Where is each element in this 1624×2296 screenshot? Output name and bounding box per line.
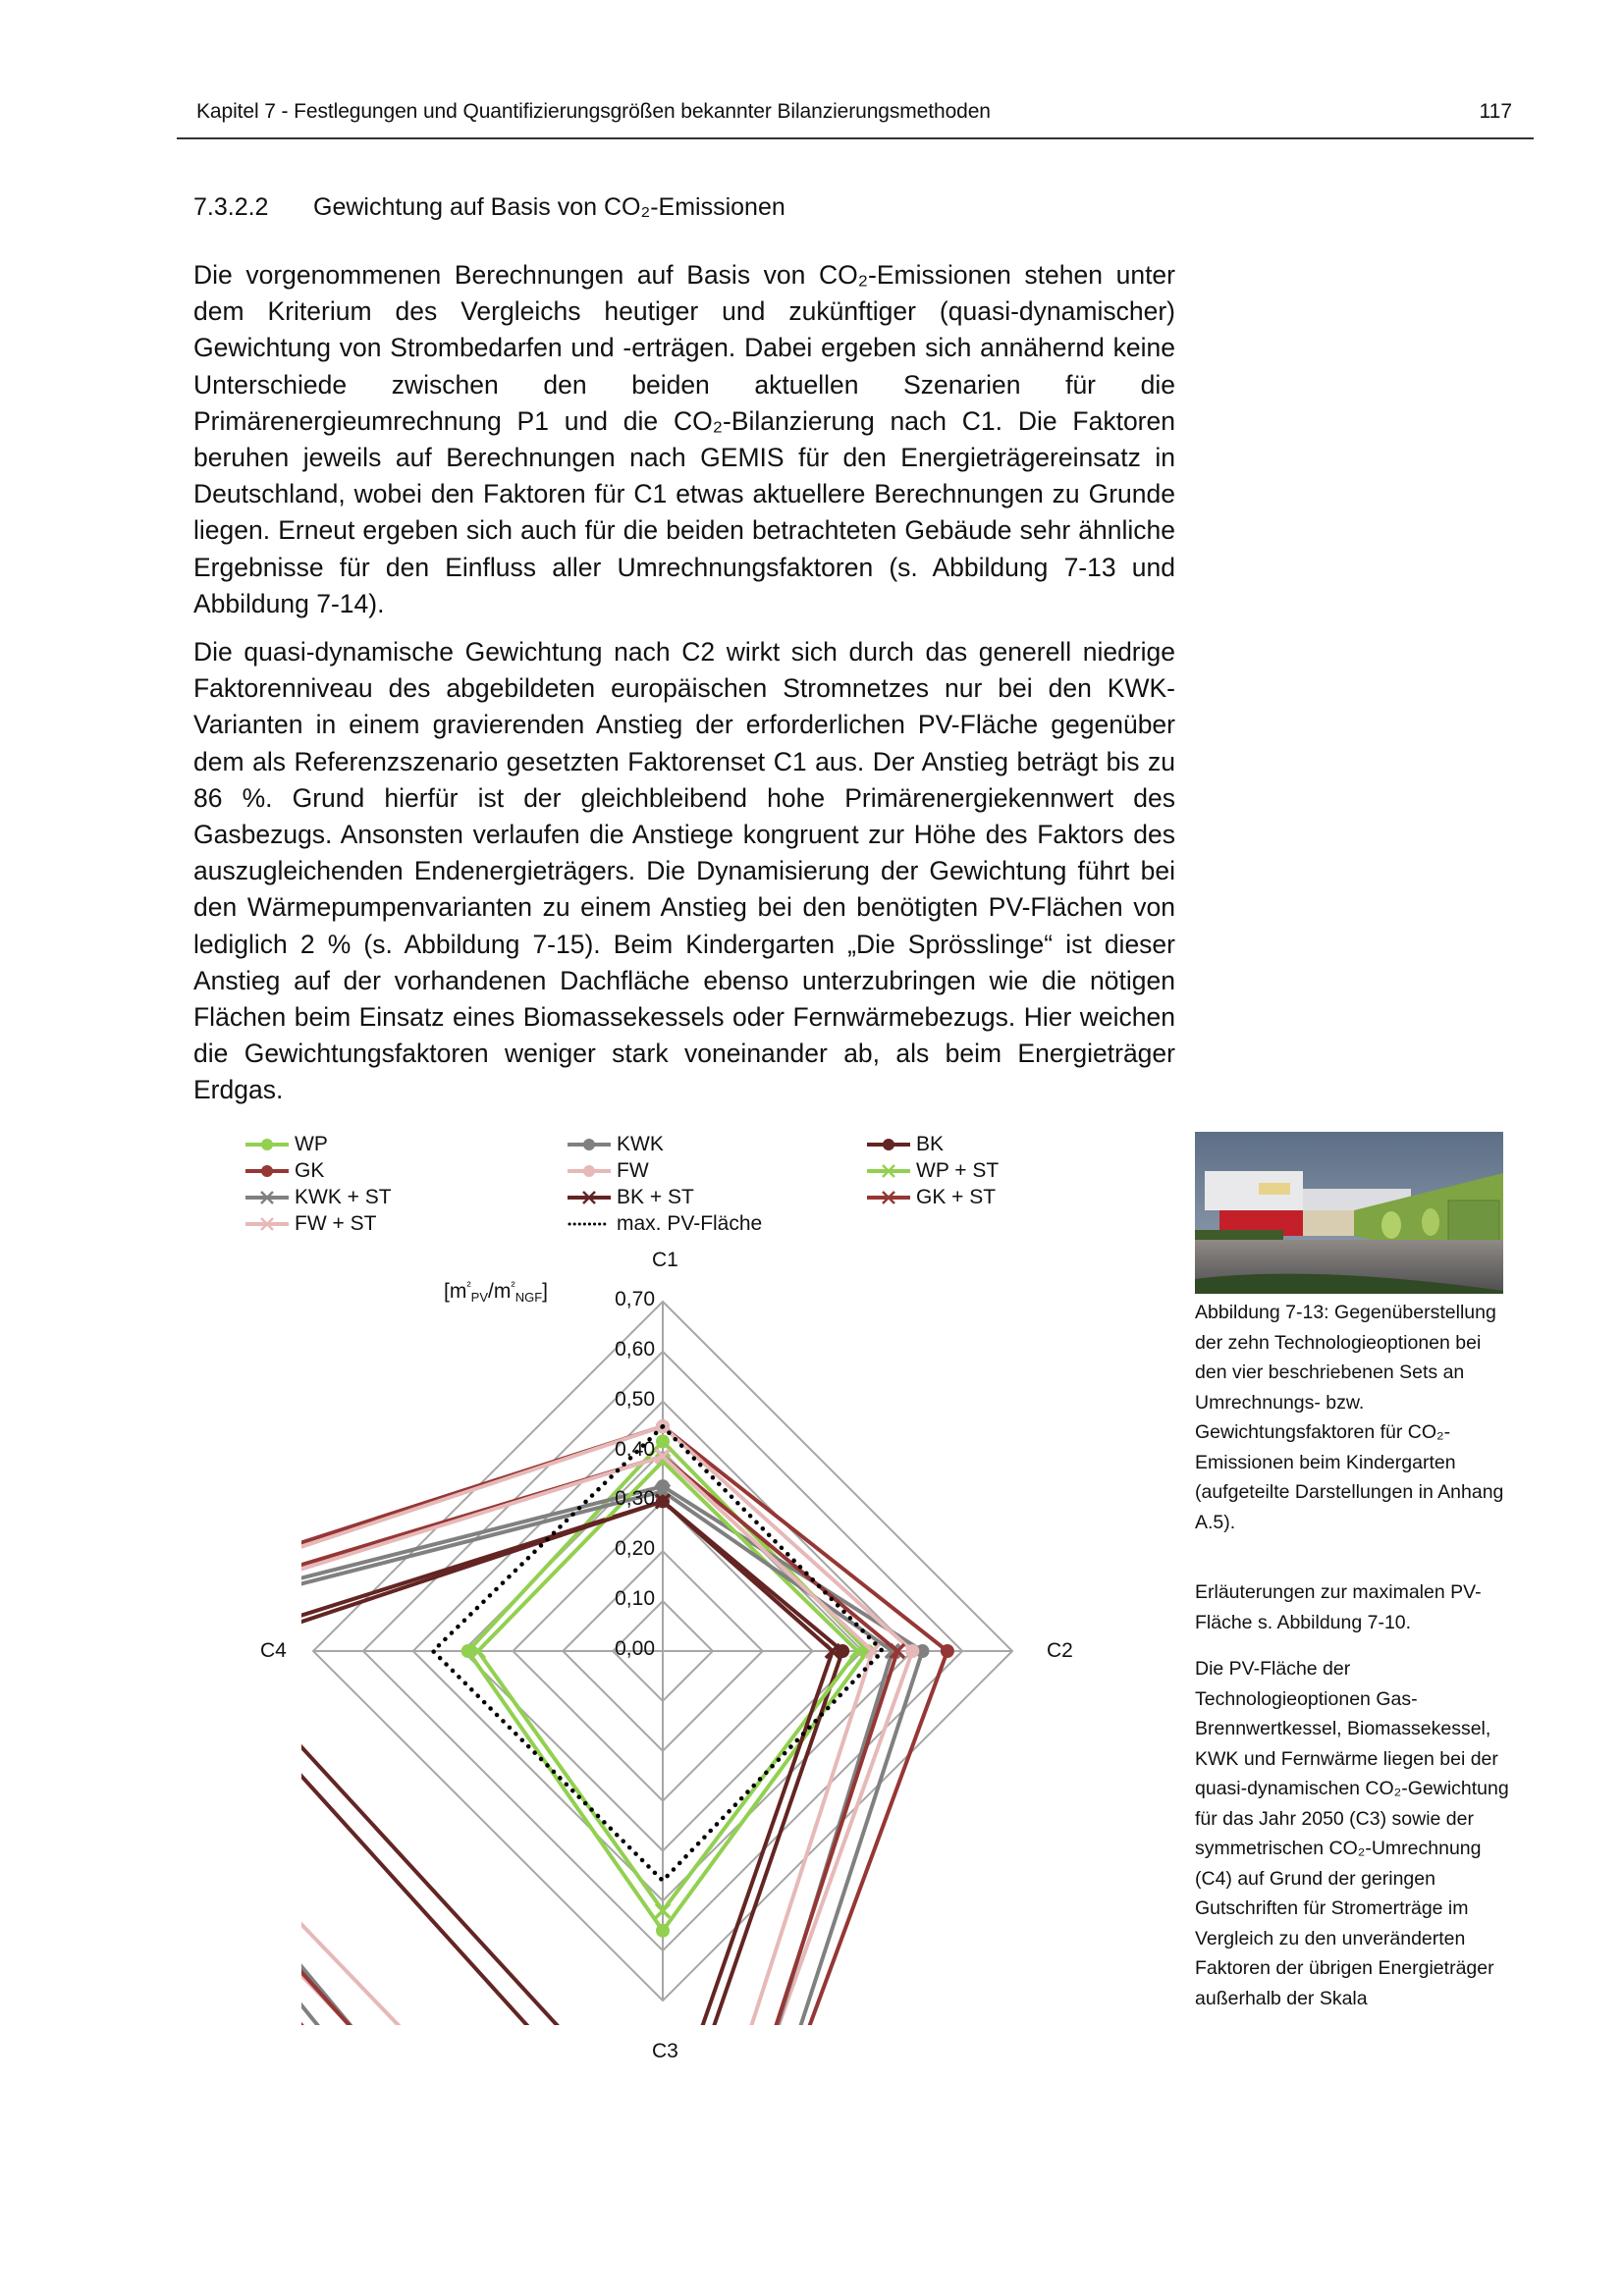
series-fw (0, 1426, 912, 2296)
legend-item (568, 1211, 762, 1237)
legend-label: FW (617, 1159, 649, 1182)
figure-note-2 (1195, 1654, 1509, 2021)
legend-swatch-icon (568, 1187, 611, 1208)
legend-swatch-icon (245, 1187, 289, 1208)
series-kwk-st (38, 1491, 893, 2296)
building-photo-icon (1195, 1132, 1503, 1294)
paragraph-2 (193, 634, 1175, 1109)
legend-swatch-icon (568, 1134, 611, 1155)
legend-swatch-icon (867, 1187, 910, 1208)
caption-text: Abbildung 7-13: Gegenüberstellung der zehn Technologieoptionen bei den vier beschriebenen Sets an Umrechnungs- bzw. Gewichtungsfaktoren für CO₂-Emissionen beim Kindergarten (aufgeteilte Darstellungen in Anhang A.5). (1195, 1302, 1504, 1533)
series-wp-st (478, 1462, 858, 1911)
axis-label-c3: C3 (652, 2040, 678, 2062)
page-number: 117 (1479, 100, 1512, 123)
figure-note-1 (1195, 1577, 1509, 1645)
tick-label: 0,50 (615, 1387, 655, 1411)
series-fw-st (38, 1457, 872, 2296)
axis-label-c4: C4 (260, 1639, 287, 1662)
tick-label: 0,30 (615, 1487, 655, 1511)
legend-item (867, 1158, 999, 1184)
legend-swatch-icon (568, 1213, 611, 1235)
legend-item (568, 1158, 649, 1184)
tick-label: 0,10 (615, 1587, 655, 1611)
series-gk (0, 1426, 947, 2296)
axis-label-c1: C1 (652, 1249, 678, 1271)
tick-label: 0,60 (615, 1337, 655, 1361)
legend-item (245, 1132, 328, 1157)
figure-caption (1195, 1298, 1509, 1545)
legend-item (245, 1158, 324, 1184)
paragraph-text: Die quasi-dynamische Gewichtung nach C2 wirkt sich durch das generell niedrige Faktorenniveau des abgebildeten europäischen Stromnetzes nur bei den KWK-Varianten in einem gravierenden Anstieg der erforderlichen PV-Fläche gegenüber dem als Referenzszenario gesetzten Faktorenset C1 aus. Der Anstieg beträgt bis zu 86 %. Grund hierfür ist der gleichbleibend hohe Primärenergiekennwert des Gasbezugs. Ansonsten verlaufen die Anstiege kongruent zur Höhe des Faktors des auszugleichenden Endenergieträgers. Die Dynamisierung der Gewichtung führt bei den Wärmepumpenvarianten zu einem Anstieg bei den benötigten PV-Flächen von lediglich 2 % (s. Abbildung 7-15). Beim Kindergarten „Die Sprösslinge“ ist dieser Anstieg auf der vorhandenen Dachfläche ebenso unterzubringen wie die nötigen Flächen beim Einsatz eines Biomassekessels oder Fernwärmebezugs. Hier weichen die Gewichtungsfaktoren weniger stark voneinander ab, als beim Energieträger Erdgas. (193, 637, 1175, 1105)
series-max-pv-fl-che (433, 1426, 883, 1881)
legend-label: BK (916, 1133, 945, 1155)
legend-item (568, 1132, 664, 1157)
legend-label: FW + ST (295, 1212, 377, 1235)
legend-label: KWK (617, 1133, 664, 1155)
note-text: Erläuterungen zur maximalen PV-Fläche s. Abbildung 7-10. (1195, 1581, 1482, 1633)
kindergarten-photo (1195, 1132, 1503, 1294)
section-title: Gewichtung auf Basis von CO₂-Emissionen (313, 193, 785, 221)
section-heading (193, 193, 785, 222)
section-number: 7.3.2.2 (193, 193, 269, 221)
legend-label: BK + ST (617, 1186, 694, 1208)
tick-label: 0,20 (615, 1537, 655, 1561)
legend-item (568, 1185, 694, 1210)
legend-label: GK + ST (916, 1186, 997, 1208)
legend-label: GK (295, 1159, 325, 1182)
series-gk-st (14, 1457, 897, 2296)
unit-label: $[m^{^2}_{PV}/m^{^2}_{NGF}]$ (444, 1278, 548, 1305)
tick-label: 0,00 (615, 1637, 655, 1660)
legend-label: WP (295, 1133, 328, 1155)
paragraph-text: Die vorgenommenen Berechnungen auf Basis von CO₂-Emissionen stehen unter dem Kriterium des Vergleichs heutiger und zukünftiger (quasi-dynamischer) Gewichtung von Strombedarfen und -erträgen. Dabei ergeben sich annähernd keine Unterschiede zwischen den beiden aktuellen Szenarien für die Primärenergieumrechnung P1 und die CO₂-Bilanzierung nach C1. Die Faktoren beruhen jeweils auf Berechnungen nach GEMIS für den Energieträgereinsatz in Deutschland, wobei den Faktoren für C1 etwas aktuellere Berechnungen zu Grunde liegen. Erneut ergeben sich auch für die beiden betrachteten Gebäude sehr ähnliche Ergebnisse für den Einfluss aller Umrechnungsfaktoren (s. Abbildung 7-13 und Abbildung 7-14). (193, 260, 1175, 618)
running-header (177, 94, 1534, 139)
legend-swatch-icon (245, 1134, 289, 1155)
note-text: Die PV-Fläche der Technologieoptionen Gas-Brennwertkessel, Biomassekessel, KWK und Fernwärme liegen bei der quasi-dynamischen CO₂-Gewichtung für das Jahr 2050 (C3) sowie der symmetrischen CO₂-Umrechnung (C4) auf Grund der geringen Gutschriften für Stromerträge im Vergleich zu den unveränderten Faktoren der übrigen Energieträger außerhalb der Skala (1195, 1658, 1509, 2009)
chapter-title: Kapitel 7 - Festlegungen und Quantifizierungsgrößen bekannter Bilanzierungsmethoden (196, 100, 991, 123)
legend-swatch-icon (245, 1213, 289, 1235)
legend-item (245, 1185, 392, 1210)
series-bk-st (213, 1501, 833, 2140)
axis-label-c2: C2 (1047, 1639, 1073, 1662)
legend-label: KWK + ST (295, 1186, 392, 1208)
legend-swatch-icon (867, 1134, 910, 1155)
legend-label: WP + ST (916, 1159, 1000, 1182)
legend-swatch-icon (568, 1160, 611, 1182)
legend-swatch-icon (867, 1160, 910, 1182)
tick-label: 0,40 (615, 1437, 655, 1461)
legend-label: max. PV-Fläche (617, 1212, 763, 1235)
paragraph-1 (193, 257, 1175, 622)
legend-swatch-icon (245, 1160, 289, 1182)
tick-label: 0,70 (615, 1288, 655, 1310)
legend-item (867, 1132, 944, 1157)
series-kwk (14, 1486, 923, 2296)
series-wp (468, 1441, 868, 1930)
legend-item (867, 1185, 996, 1210)
legend-item (245, 1211, 376, 1237)
series-bk (189, 1501, 842, 2175)
